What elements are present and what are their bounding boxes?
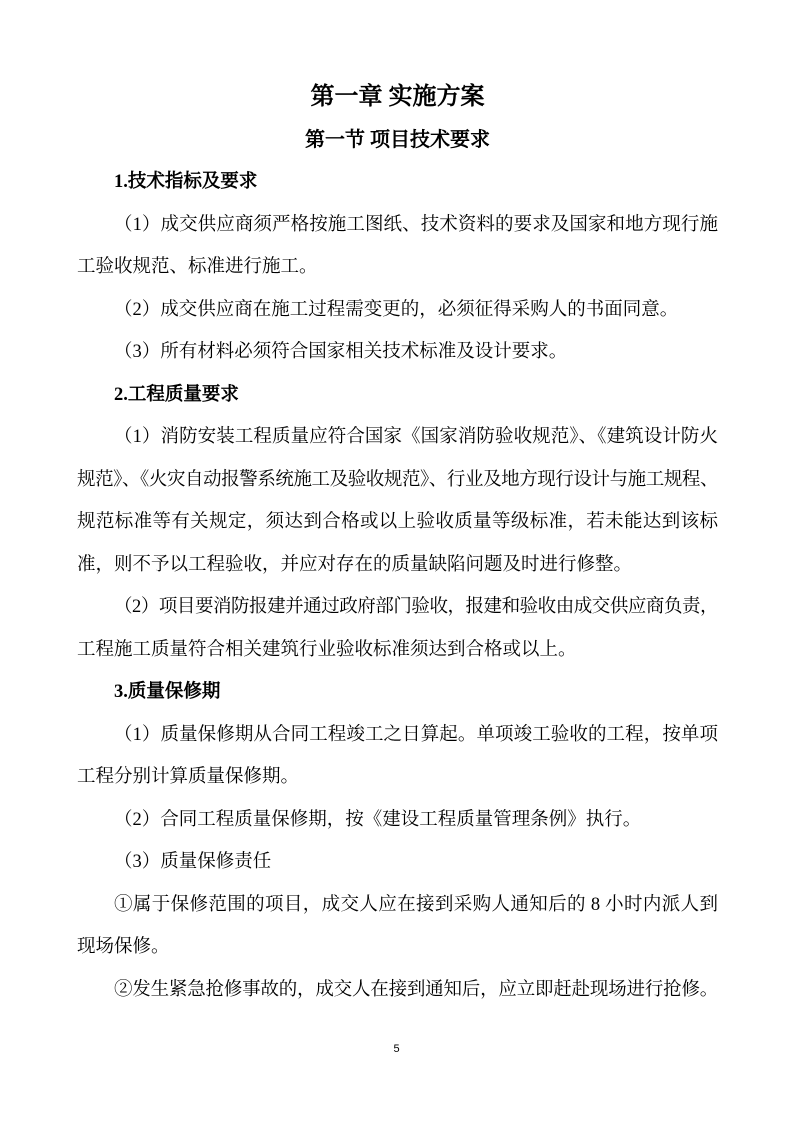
s2-p1-line-1: （1）消防安装工程质量应符合国家《国家消防验收规范》、《建筑设计防火 <box>114 427 718 447</box>
s3-p4-line-2: 现场保修。 <box>77 937 170 957</box>
s2-p1-line-2: 规范》、《火灾自动报警系统施工及验收规范》、行业及地方现行设计与施工规程、 <box>77 469 718 490</box>
chapter-title: 第一章 实施方案 <box>310 84 485 110</box>
s2-p1-line-3: 规范标准等有关规定，须达到合格或以上验收质量等级标准，若未能达到该标 <box>77 512 718 532</box>
s1-p1-line-1: （1）成交供应商须严格按施工图纸、技术资料的要求及国家和地方现行施 <box>114 214 718 235</box>
s3-p2-line-1: （2）合同工程质量保修期，按《建设工程质量管理条例》执行。 <box>114 809 642 830</box>
subsection-heading-3: 3.质量保修期 <box>114 682 221 702</box>
s3-p1-line-1: （1）质量保修期从合同工程竣工之日算起。单项竣工验收的工程，按单项 <box>114 724 718 745</box>
s2-p2-line-1: （2）项目要消防报建并通过政府部门验收，报建和验收由成交供应商负责， <box>114 597 718 617</box>
s3-p3-line-1: （3）质量保修责任 <box>114 852 272 872</box>
page-body <box>77 76 718 1011</box>
s3-p4-line-1: ①属于保修范围的项目，成交人应在接到采购人通知后的 8 小时内派人到 <box>114 894 718 915</box>
subsection-heading-1: 1.技术指标及要求 <box>114 172 258 192</box>
page-number: 5 <box>393 1043 400 1055</box>
s3-p5-line-1: ②发生紧急抢修事故的，成交人在接到通知后，应立即赶赴现场进行抢修。 <box>114 979 718 1000</box>
s1-p1-line-2: 工验收规范、标准进行施工。 <box>77 257 318 277</box>
s1-p2-line-1: （2）成交供应商在施工过程需变更的，必须征得采购人的书面同意。 <box>114 299 679 320</box>
section-title: 第一节 项目技术要求 <box>305 128 490 151</box>
s3-p1-line-2: 工程分别计算质量保修期。 <box>77 767 300 787</box>
s1-p3-line-1: （3）所有材料必须符合国家相关技术标准及设计要求。 <box>114 342 568 362</box>
s2-p2-line-2: 工程施工质量符合相关建筑行业验收标准须达到合格或以上。 <box>77 639 577 660</box>
subsection-heading-2: 2.工程质量要求 <box>114 384 239 405</box>
s2-p1-line-4: 准，则不予以工程验收，并应对存在的质量缺陷问题及时进行修整。 <box>77 554 633 575</box>
